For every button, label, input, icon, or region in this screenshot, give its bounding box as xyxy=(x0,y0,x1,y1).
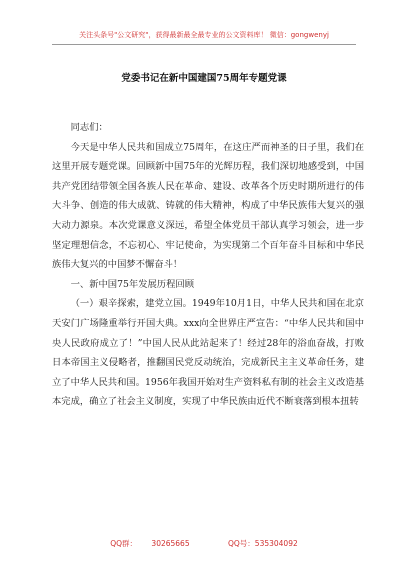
section-heading: 一、新中国75年发展历程回顾 xyxy=(70,278,194,290)
footer-qq-group: QQ群： 30265665 xyxy=(110,539,190,548)
history-paragraph: （一）艰辛探索，建党立国。1949年10月1日，中华人民共和国在北京天安门广场隆重举行开国大典。xxx向全世界庄严宣告：“中华人民共和国中央人民政府成立了！”中国人民从此站起来了！经过28年的浴血奋战，打败日本帝国主义侵略者，推翻国民党反动统治，完成新民主主义革命任务，建立了中华人民共和国。1956年我国开始对生产资料私有制的社会主义改造基本完成，确立了社会主义制度，实现了中华民族由近代不断衰落到根本扭转 xyxy=(52,298,364,408)
footer-contact xyxy=(0,538,408,549)
header-banner: 关注头条号"公文研究"，获得最新最全最专业的公文资料库！ 微信：gongwenyj xyxy=(79,31,329,39)
intro-paragraph: 今天是中华人民共和国成立75周年，在这庄严而神圣的日子里，我们在这里开展专题党课。回顾新中国75年的光辉历程，我们深切地感受到，中国共产党团结带领全国各族人民在革命、建设、改革各个历史时期所进行的伟大斗争、创造的伟大成就、铸就的伟大精神，构成了中华民族伟大复兴的强大动力源泉。本次党课意义深远，希望全体党员干部认真学习领会，进一步坚定理想信念，不忘初心、牢记使命，为实现第二个百年奋斗目标和中华民族伟大复兴的中国梦不懈奋斗！ xyxy=(52,141,364,271)
footer-qq-number: QQ号：535304092 xyxy=(228,539,298,548)
document-title: 党委书记在新中国建国75周年专题党课 xyxy=(121,73,287,84)
header-divider xyxy=(52,44,356,45)
document-body xyxy=(52,118,364,412)
salutation: 同志们： xyxy=(70,122,108,133)
